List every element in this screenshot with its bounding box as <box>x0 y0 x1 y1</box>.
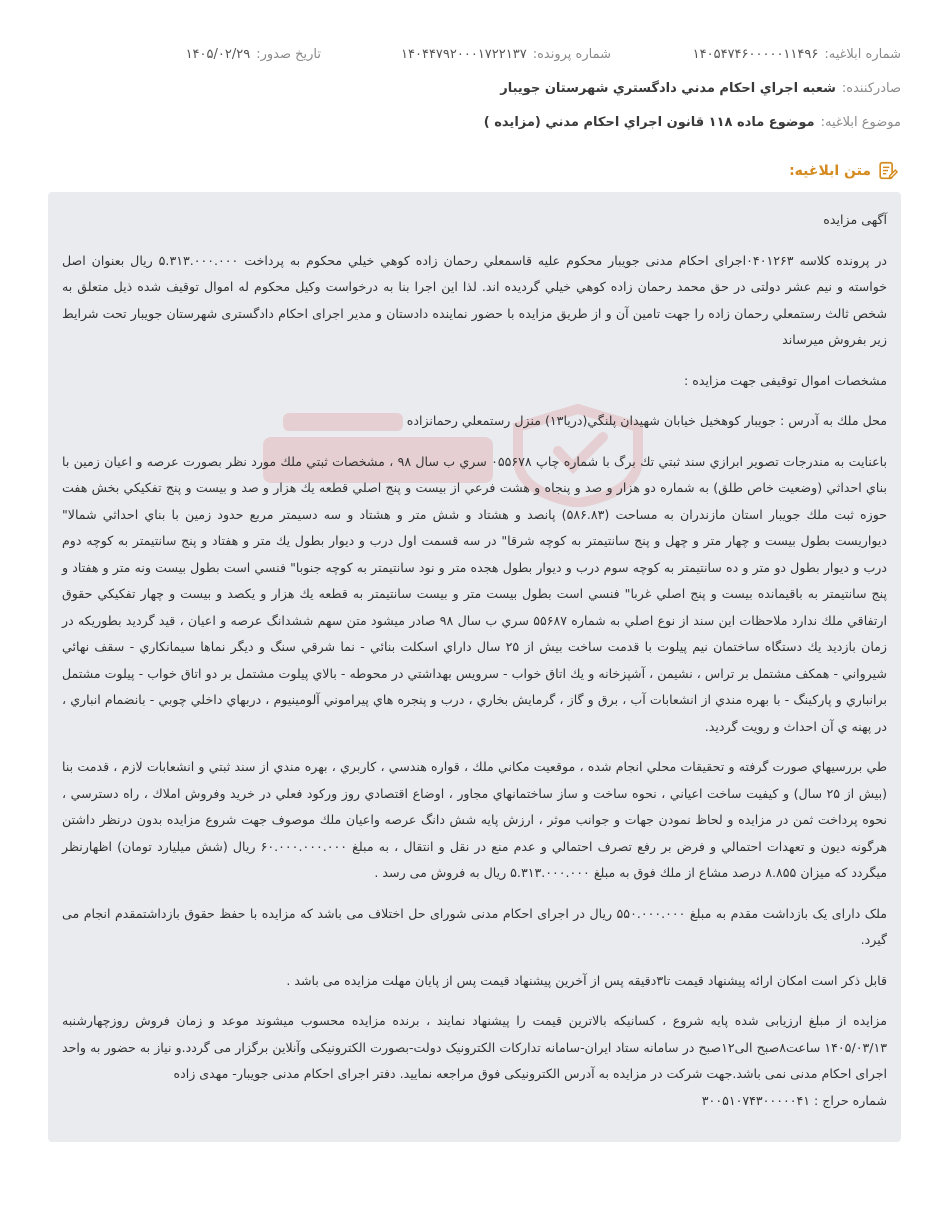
subject <box>484 115 901 130</box>
paragraph-case-intro: در پرونده کلاسه ۰۴۰۱۲۶۳اجرای احکام مدنی جویبار محکوم علیه قاسمعلي رحمان زاده كوهي خيلي محكوم به پرداخت ۵.۳۱۳.۰۰۰.۰۰۰ ريال بعنوان اصل خواسته و نیم عشر دولتی در حق محمد رحمان زاده كوهي خيلي گرديده اند. لذا این اجرا بنا به درخواست وکیل محکوم له اموال توقیف شده ذیل متعلق به شخص ثالث رستمعلي رحمان زاده را جهت تامین آن و از طریق مزایده با حضور نماینده دادستان و مدیر اجرای احکام دادگستری شهرستان جویبار تحت شرایط زیر بفروش میرساند <box>62 252 888 347</box>
subject-value: موضوع ماده ۱۱۸ قانون اجراي احكام مدني (مزايده ) <box>483 115 815 130</box>
notice-text-box <box>48 192 901 1142</box>
auction-number: شماره حراج : ۳۰۰۵۱۰۷۴۳۰۰۰۰۰۴۱ <box>701 1092 887 1108</box>
paragraph-property-address: محل ملك به آدرس : جويبار كوهخيل خيابان شهيدان پلنگي(دريا۱۳) منزل رستمعلي رحمانزاده <box>406 413 887 428</box>
notice-text-title <box>789 160 899 182</box>
notice-text-title-label: متن ابلاغیه: <box>789 163 871 179</box>
issuer-label: صادرکننده: <box>841 81 901 96</box>
case-number-value: ۱۴۰۴۴۷۹۲۰۰۰۱۷۲۲۱۳۷ <box>401 47 527 62</box>
issue-date <box>186 47 321 62</box>
issue-date-label: تاریخ صدور: <box>256 47 321 62</box>
paragraph-bid-note: قابل ذکر است امکان ارائه پیشنهاد قیمت تا۳دقیقه پس از آخرین پیشنهاد قیمت پس از پایان مهلت مزایده می باشد . <box>286 972 887 988</box>
issuer-value: شعبه اجراي احكام مدني دادگستري شهرستان جويبار <box>500 81 836 96</box>
issue-date-value: ۱۴۰۵/۰۲/۲۹ <box>185 47 251 62</box>
subject-row <box>38 115 901 130</box>
issuer <box>500 81 901 96</box>
paragraph-auction-terms: مزایده از مبلغ ارزیابی شده پایه شروع ، کسانیکه بالاترین قیمت را پیشنهاد نمایند ، برنده مزایده محسوب میشوند موعد و زمان فروش روزچهارشنبه ۱۴۰۵/۰۳/۱۳ ساعت۸صبح الی۱۲صبح در سامانه ستاد ایران-سامانه تدارکات الکترونیک دولت-بصورت الکترونیکی وآنلاین برگزار می گردد.و نیاز به حضور به واحد اجرای احکام مدنی نمی باشد.جهت شرکت در مزایده به آدرس الکترونیکی فوق مراجعه نمایید. دفتر اجرای احکام مدنی جویبار- مهدی زاده <box>62 1013 887 1081</box>
paragraph-property-details: باعنايت به مندرجات تصوير ابرازي سند ثبتي تك برگ با شماره چاپ ۰۵۵۶۷۸ سري ب سال ۹۸ ، مشخصات ثبتي ملك مورد نظر بصورت عرصه و اعيان زمين با بناي احداثي (وضعيت خاص طلق) به شماره دو هزار و صد و پنجاه و هشت فرعي از بيست و پنج اصلي قطعه يك هزار و صد و بيست و پنج تفكيكي بخش هفت حوزه ثبت ملك جويبار استان مازندران به مساحت (۵۸۶.۸۳) پانصد و هشتاد و شش متر و هشتاد و سه دسيمتر مربع حدود زمين با بناي احداثي شمالا" ديواريست بطول بيست و چهار متر و چهل و پنج سانتيمتر به كوچه شرقا" در سه قسمت اول درب و ديوار بطول يك متر و هفتاد و پنج سانتيمتر به كوچه دوم درب و ديوار بطول دو متر و ده سانتيمتر به كوچه سوم درب و ديوار بطول هجده متر و نود سانتيمتر به كوچه جنوبا" فنسي است بطول بيست ونه متر و هفتاد و پنج سانتيمتر به باقيمانده بيست و پنج اصلي غربا" فنسي است بطول بيست متر و بيست سانتيمتر به قطعه يك هزار و يكصد و بيست و چهار تفكيكي حقوق ارتفاقي ملك ندارد ملاحظات اين سند از نوع اصلي به شماره ۵۵۶۸۷ سري ب سال ۹۸ صادر ميشود متن سهم ششدانگ عرصه و اعيان ، قيد گرديد بطوريكه در زمان بازديد يك دستگاه ساختمان نيم پيلوت با قدمت ساخت بيش از ۲۵ سال داراي اسكلت بنائي - نما شرقي سنگ و ديگر نماها سيمانكاري - سقف نهائي شيرواني - همكف مشتمل بر تراس ، نشيمن ، آشپزخانه و يك اتاق خواب - سرويس بهداشتي در محوطه - بالاي پيلوت مشتمل بر دو اتاق خواب - پيلوت مشتمل برانباري و پاركينگ - با بهره مندي از انشعابات آب ، برق و گاز ، گرمايش بخاري ، درب و پنجره هاي پيراموني آلومينيوم ، دربهاي داخلي چوبي - بانضمام انباري ، در پهنه ي آن احداث و رويت گرديد. <box>62 453 887 734</box>
case-number <box>401 47 611 62</box>
notice-number-label: شماره ابلاغیه: <box>824 47 901 62</box>
paragraph-prior-seizure: ملک دارای یک بازداشت مقدم به مبلغ ۵۵۰.۰۰۰.۰۰۰ ريال در اجرای احکام مدنی شورای حل اختلاف می باشد که مزایده با حفظ حقوق بازداشتمقدم انجام می گیرد. <box>62 905 887 947</box>
issuer-row <box>38 81 901 96</box>
document-edit-icon <box>877 160 899 182</box>
notice-number <box>693 47 901 62</box>
case-number-label: شماره پرونده: <box>532 47 611 62</box>
paragraph-seized-assets-title: مشخصات اموال توقیفی جهت مزایده : <box>684 372 887 388</box>
paragraph-valuation: طي بررسيهاي صورت گرفته و تحقيقات محلي انجام شده ، موقعيت مكاني ملك ، قواره هندسي ، كاربري ، بهره مندي از سند ثبتي و انشعابات لازم ، قدمت بنا (بيش از ۲۵ سال) و كيفيت ساخت اعياني ، نحوه ساخت و ساز ساختمانهاي مجاور ، اوضاع اقتصادي روز وركود فعلي در خريد وفروش املاك ، راه دسترسي ، نحوه پرداخت ثمن در مزايده و لحاظ نمودن جهات و جوانب موثر ، ارزش پايه شش دانگ عرصه واعيان ملك موصوف جهت شروع مزايده بدون درنظر داشتن هرگونه ديون و تعهدات احتمالي و فرض بر رفع تصرف احتمالي و عدم منع در نقل و انتقال ، به مبلغ ۶۰.۰۰۰.۰۰۰.۰۰۰ ريال (شش ميليارد تومان) اظهارنظر ميگردد كه ميزان ۸.۸۵۵ درصد مشاع از ملك فوق به مبلغ ۵.۳۱۳.۰۰۰.۰۰۰ ريال به فروش می رسد . <box>62 759 887 880</box>
announcement-heading: آگهی مزایده <box>823 212 887 227</box>
notice-number-value: ۱۴۰۵۴۷۴۶۰۰۰۰۰۱۱۴۹۶ <box>692 47 819 62</box>
subject-label: موضوع ابلاغیه: <box>820 115 901 130</box>
